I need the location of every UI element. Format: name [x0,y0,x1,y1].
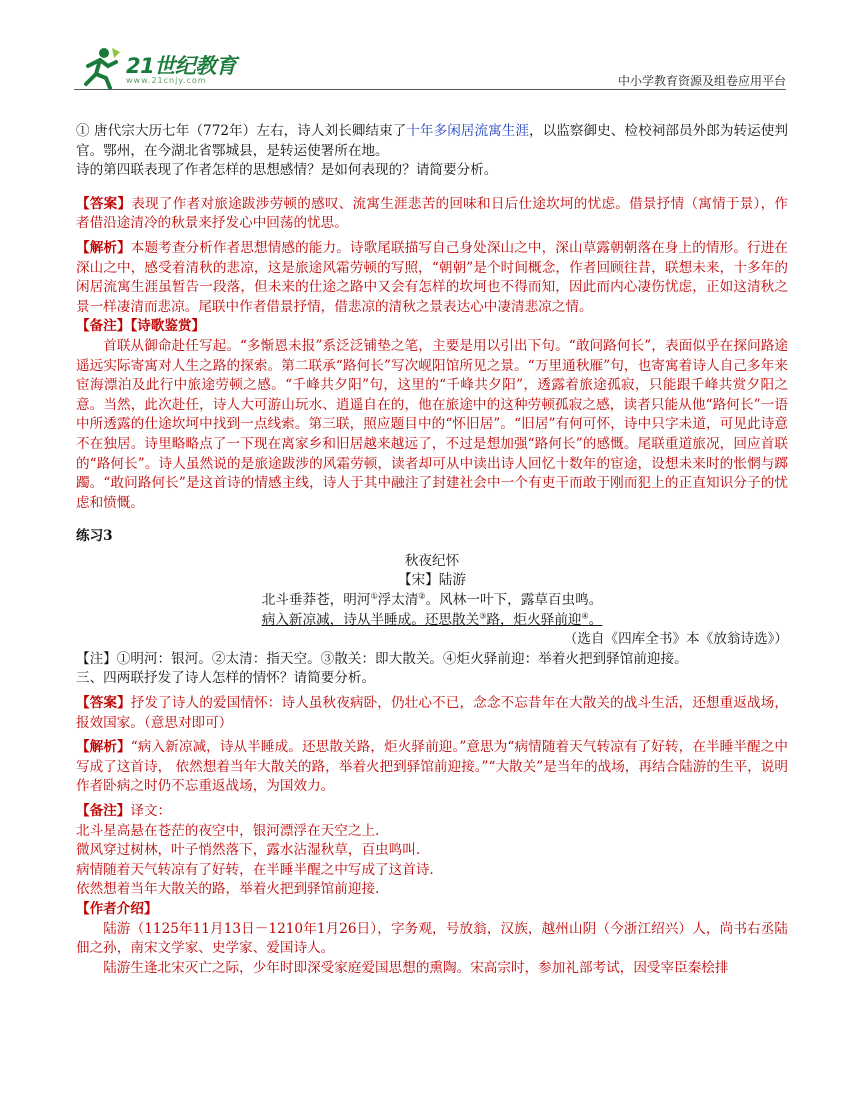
footnote-link[interactable]: 十年多闲居流寓生涯 [406,123,529,139]
translation-line: 依然想着当年大散关的路，举着火把到驿馆前迎接. [76,881,380,898]
answer-text: 表现了作者对旅途跋涉劳顿的感叹、流寓生涯悲苦的回味和日后仕途坎坷的忧虑。借景抒情（寓情于景），作者借沿途清冷的秋景来抒发心中回荡的忧思。 [76,195,788,232]
analysis-text: 本题考查分析作者思想情感的能力。诗歌尾联描写自己身处深山之中，深山草露朝朝落在身上的情形。行进在深山之中，感受着清秋的悲凉，这是旅途风霜劳顿的写照，“朝朝”是个时间概念，作者回顾往昔，联想未来，十多年的闲居流寓生涯虽暂告一段落，但未来的仕途之路中又会有怎样的坎坷也不得而知，因此而内心凄伤忧虑，正如这清秋之景一样凄清而悲凉。尾联中作者借景抒情，借悲凉的清秋之景表达心中凄清悲凉之情。 [76,239,789,315]
author-heading [76,900,788,920]
footnote-text-cont: ，以监察御史、检校祠部员外郎为转运使判官。鄂州，在今湖北省鄂城县，是转运使署所在地。 [76,123,788,159]
translation-line: 北斗星高悬在苍茫的夜空中，银河漂浮在天空之上. [76,822,380,839]
poem-text: 路，炬火驿前迎 [486,611,582,628]
poem-text: 病入新凉减，诗从半睡成。还思散关 [261,611,480,628]
poem-text: 浮太清 [377,592,419,609]
remark-2 [76,802,788,822]
answer-tag: 【答案】 [76,695,131,712]
poem-text: 。风林一叶下，露草百虫鸣。 [425,592,603,609]
poem-line-2 [76,611,788,631]
answer-2 [76,694,788,733]
site-logo[interactable] [74,44,254,90]
header-divider [74,89,786,90]
note-marker: ② [418,591,426,601]
note-marker: ③ [479,611,487,621]
author-intro-2: 陆游生逢北宋灭亡之际，少年时即深受家庭爱国思想的熏陶。宋高宗时，参加礼部考试，因受宰臣秦桧排 [103,959,729,976]
logo-text: 21世纪教育 [126,54,237,78]
analysis-tag: 【解析】 [76,239,131,256]
poem-text: 。 [588,611,603,628]
section-title: 练习3 [76,528,113,545]
poem-author: 【宋】陆游 [398,572,466,589]
translation-line: 病情随着天气转凉有了好转，在半睡半醒之中写成了这首诗. [76,861,434,878]
note-marker: ④ [581,611,589,621]
logo-subtext: www.21cnjy.com [126,76,207,85]
author-tag: 【作者介绍】 [76,900,158,917]
translation-line: 微风穿过树林，叶子悄然落下，露水沾湿秋草，百虫鸣叫. [76,842,421,859]
poem-line-1 [76,591,788,611]
analysis-2 [76,738,788,797]
poem-title: 秋夜纪怀 [404,552,460,569]
page-header [74,44,786,90]
poem-notes: 【注】①明河：银河。②太清：指天空。③散关：即大散关。④炬火驿前迎：举着火把到驿馆前迎接。 [76,650,688,667]
analysis-text: “病入新凉减，诗从半睡成。还思散关路，炬火驿前迎。”意思为“病情随着天气转凉有了好转，在半睡半醒之中写成了这首诗， 依然想着当年大散关的路，举着火把到驿馆前迎接。”“大散关”是当年的战场，再结合陆游的生平，说明作者卧病之时仍不忘重返战场，为国效力。 [76,739,789,795]
footnote-1 [76,122,788,161]
platform-name: 中小学教育资源及组卷应用平台 [617,74,786,88]
document-body [76,122,788,978]
analysis-tag: 【解析】 [76,739,131,756]
underlined-lines [262,612,603,628]
remark-tag: 【备注】 [76,803,131,819]
runner-logo-icon [74,44,124,90]
remark-lead: 译文： [130,803,172,819]
poem-text: 北斗垂莽苍，明河 [261,592,371,609]
answer-1 [76,195,788,234]
footnote-text: ① 唐代宗大历七年（772年）左右，诗人刘长卿结束了 [76,123,407,139]
question-2: 三、四两联抒发了诗人怎样的情怀？请简要分析。 [76,670,376,687]
remark-1-heading [76,317,788,337]
analysis-1 [76,239,788,317]
answer-tag: 【答案】 [76,195,132,212]
remark-tag: 【备注】【诗歌鉴赏】 [76,318,206,335]
remark-1: 首联从御命赴任写起。“多惭恩未报”系泛泛铺垫之笔，主要是用以引出下句。“敢问路何长”，表面似乎在探问路途遥远实际寄寓对人生之路的探索。第二联承“路何长”写次岘阳馆所见之景。“万里通秋雁”句，也寄寓着诗人自己多年来宦海漂泊及此行中旅途劳顿之感。“千峰共夕阳”句，这里的“千峰共夕阳”，透露着旅途孤寂，只能跟千峰共赏夕阳之意。当然，此次赴任，诗人大可游山玩水、逍遥自在的，他在旅途中的这种劳顿孤寂之感，读者只能从他“路何长”一语中所透露的仕途坎坷中找到一点线索。第三联，照应题目中的“怀旧居”。“旧居”有何可怀，诗中只字未道，可见此诗意不在独居。诗里略略点了一下现在离家乡和旧居越来越远了，不过是想加强“路何长”的感慨。尾联重道旅况，回应首联的“路何长”。诗人虽然说的是旅途跋涉的风霜劳顿，读者却可从中读出诗人回忆十数年的宦途，设想未来时的怅惘与踯躅。“敢问路何长”是这首诗的情感主线，诗人于其中融注了封建社会中一个有吏干而敢于刚而犯上的正直知识分子的忧虑和愤慨。 [76,337,788,511]
poem-source: （选自《四库全书》本《放翁诗选》） [563,631,788,648]
question-1: 诗的第四联表现了作者怎样的思想感情？是如何表现的？请简要分析。 [76,162,498,179]
author-intro-1: 陆游（1125年11月13日－1210年1月26日），字务观，号放翁，汉族，越州山阴（今浙江绍兴）人，尚书右丞陆佃之孙，南宋文学家、史学家、爱国诗人。 [76,920,788,957]
note-marker: ① [370,591,378,601]
answer-text: 抒发了诗人的爱国情怀：诗人虽秋夜病卧，仍壮心不已，念念不忘昔年在大散关的战斗生活，还想重返战场，报效国家。（意思对即可） [76,695,789,731]
